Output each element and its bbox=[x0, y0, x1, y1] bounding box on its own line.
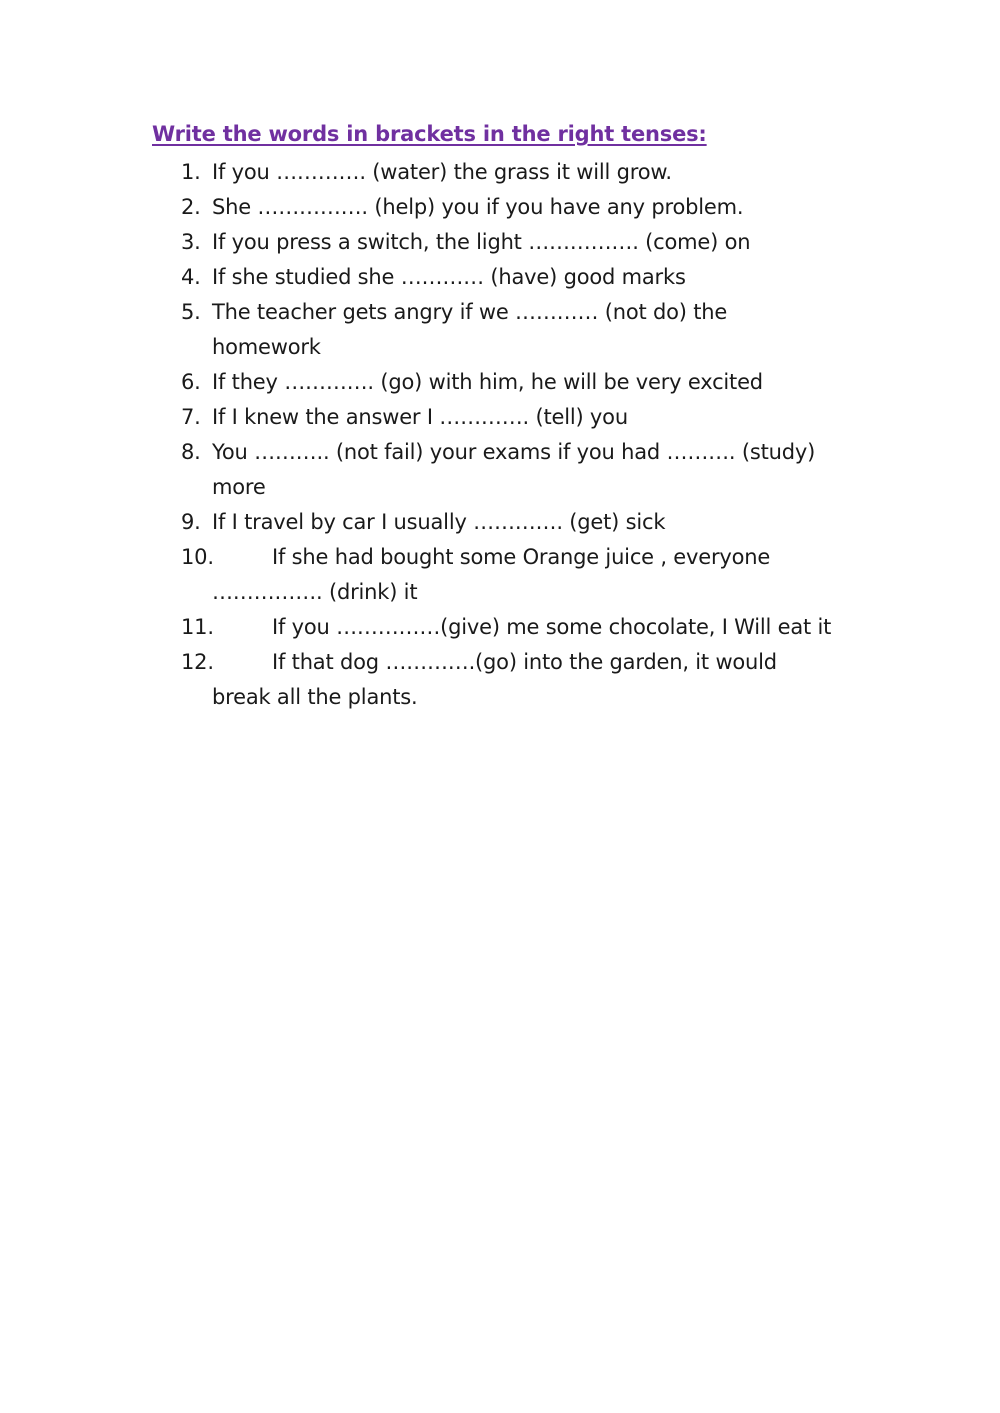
exercise-item-3 bbox=[0, 225, 1000, 260]
item-text-continuation: break all the plants. bbox=[212, 685, 418, 709]
item-text: If I knew the answer I …………. (tell) you bbox=[212, 405, 628, 429]
item-number: 3. bbox=[181, 230, 201, 254]
exercise-item-6 bbox=[0, 365, 1000, 400]
item-text-continuation: ……………. (drink) it bbox=[212, 580, 418, 604]
item-text-continuation: homework bbox=[212, 335, 321, 359]
item-number: 9. bbox=[181, 510, 201, 534]
item-number: 2. bbox=[181, 195, 201, 219]
exercise-item-8 bbox=[0, 435, 1000, 505]
item-text: If they …………. (go) with him, he will be very excited bbox=[212, 370, 763, 394]
item-text: If that dog ………….(go) into the garden, it would bbox=[272, 650, 777, 674]
item-text: The teacher gets angry if we ………… (not do) the bbox=[212, 300, 728, 324]
exercise-item-9 bbox=[0, 505, 1000, 540]
item-number: 6. bbox=[181, 370, 201, 394]
exercise-item-2 bbox=[0, 190, 1000, 225]
worksheet-heading: Write the words in brackets in the right tenses: bbox=[152, 122, 707, 146]
item-text: If you ……………(give) me some chocolate, I Will eat it bbox=[272, 615, 832, 639]
exercise-item-12 bbox=[0, 645, 1000, 715]
item-text: You ……….. (not fail) your exams if you had ………. (study) bbox=[212, 440, 816, 464]
item-number: 1. bbox=[181, 160, 201, 184]
item-number: 5. bbox=[181, 300, 201, 324]
exercise-item-10 bbox=[0, 540, 1000, 610]
item-number: 4. bbox=[181, 265, 201, 289]
item-text: If she studied she ………… (have) good marks bbox=[212, 265, 686, 289]
item-number: 11. bbox=[181, 615, 214, 639]
item-number: 12. bbox=[181, 650, 214, 674]
item-number: 10. bbox=[181, 545, 214, 569]
exercise-item-5 bbox=[0, 295, 1000, 365]
item-text: If she had bought some Orange juice , everyone bbox=[272, 545, 771, 569]
item-number: 7. bbox=[181, 405, 201, 429]
exercise-list bbox=[0, 155, 1000, 715]
item-text-continuation: more bbox=[212, 475, 266, 499]
item-text: If you …………. (water) the grass it will grow. bbox=[212, 160, 672, 184]
exercise-item-7 bbox=[0, 400, 1000, 435]
item-text: She ……………. (help) you if you have any problem. bbox=[212, 195, 744, 219]
exercise-item-11 bbox=[0, 610, 1000, 645]
item-number: 8. bbox=[181, 440, 201, 464]
item-text: If you press a switch, the light ……………. (come) on bbox=[212, 230, 751, 254]
item-text: If I travel by car I usually …………. (get) sick bbox=[212, 510, 666, 534]
exercise-item-1 bbox=[0, 155, 1000, 190]
exercise-item-4 bbox=[0, 260, 1000, 295]
